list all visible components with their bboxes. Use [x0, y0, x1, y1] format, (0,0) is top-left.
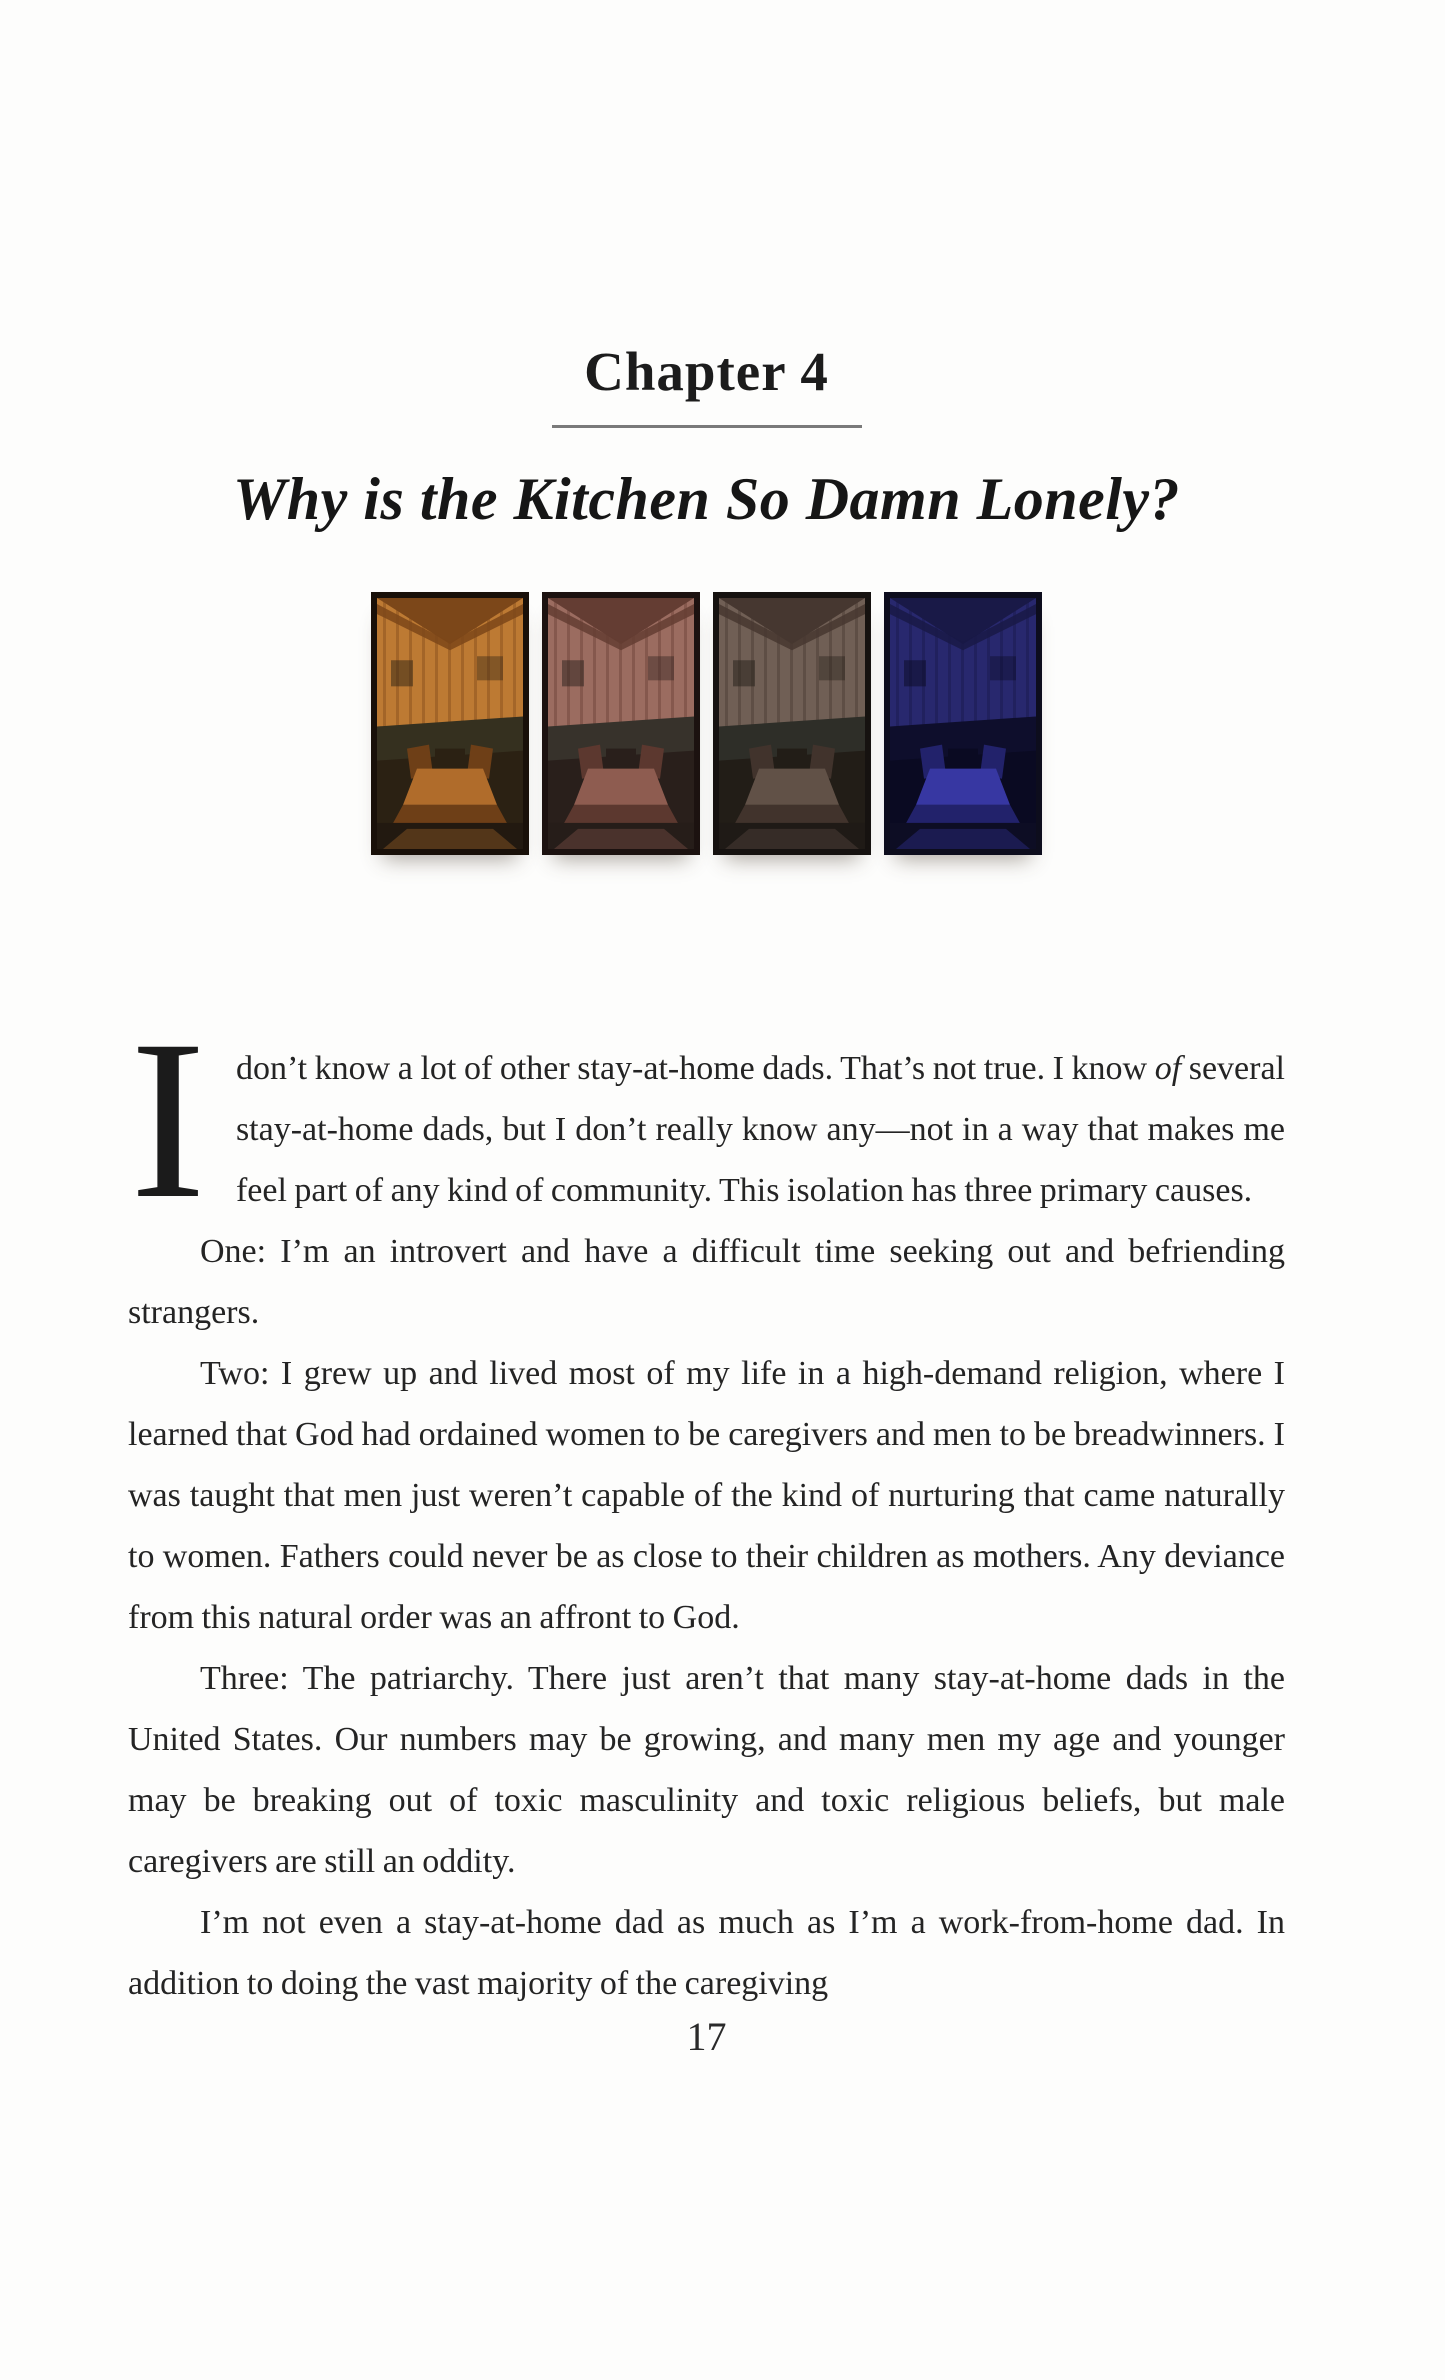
photo-strip	[128, 592, 1285, 855]
chapter-divider-rule	[552, 425, 862, 428]
paragraph: Two: I grew up and lived most of my life in a high-demand religion, where I learned that God had ordained women to be caregivers and men to be breadwinners. I was taught that men just weren’t capable of the kind of nurturing that came naturally to women. Fathers could never be as close to their children as mothers. Any deviance from this natural order was an affront to God.	[128, 1355, 1285, 1636]
paragraph: Three: The patriarchy. There just aren’t that many stay-at-home dads in the United States. Our numbers may be growing, and many men my age and younger may be breaking out of toxic masculinity and toxic religious beliefs, but male caregivers are still an oddity.	[128, 1660, 1285, 1880]
kitchen-photo-orange-daylight	[371, 592, 529, 855]
kitchen-scene-illustration	[719, 598, 865, 849]
page-number: 17	[686, 2014, 727, 2059]
chapter-title: Why is the Kitchen So Damn Lonely?	[232, 466, 1181, 532]
kitchen-photo-blue-night	[884, 592, 1042, 855]
chapter-number: Chapter 4	[584, 341, 829, 402]
chapter-header	[128, 0, 1285, 530]
drop-cap: I	[130, 994, 206, 1246]
kitchen-scene-illustration	[548, 598, 694, 849]
paragraph: I’m not even a stay-at-home dad as much as I’m a work-from-home dad. In addition to doing the vast majority of the caregiving	[128, 1904, 1285, 2002]
kitchen-photo-mauve-dusk	[542, 592, 700, 855]
paragraph: Idon’t know a lot of other stay-at-home dads. That’s not true. I know of several stay-at-home dads, but I don’t really know any—not in a way that makes me feel part of any kind of community. This isolation has three primary causes.	[130, 994, 1285, 1246]
paragraph: One: I’m an introvert and have a difficult time seeking out and befriending strangers.	[128, 1233, 1285, 1331]
kitchen-photo-gray-evening	[713, 592, 871, 855]
book-page	[128, 0, 1285, 2380]
italic-text: of	[1154, 1050, 1182, 1087]
kitchen-scene-illustration	[890, 598, 1036, 849]
body-text	[128, 994, 1285, 2014]
kitchen-scene-illustration	[377, 598, 523, 849]
